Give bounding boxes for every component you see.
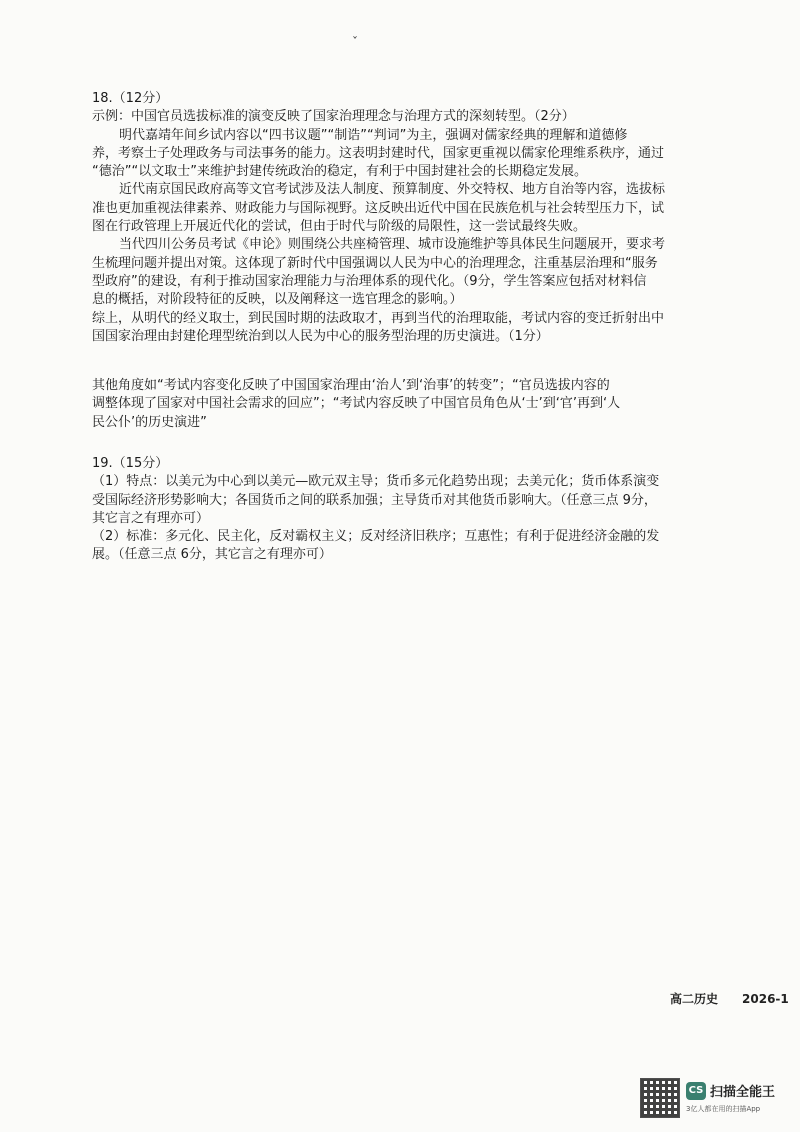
answer-line: 养，考察士子处理政务与司法事务的能力。这表明封建时代，国家更重视以儒家伦理维系秩序，通过 xyxy=(92,145,665,161)
question-19 xyxy=(92,455,710,565)
answer-line: 明代嘉靖年间乡试内容以“四书议题”“制诰”“判词”为主，强调对儒家经典的理解和道德修 xyxy=(119,127,628,143)
answer-line: 国国家治理由封建伦理型统治到以人民为中心的服务型治理的历史演进。（1分） xyxy=(92,328,549,344)
answer-line: 准也更加重视法律素养、财政能力与国际视野。这反映出近代中国在民族危机与社会转型压力下，试 xyxy=(92,200,665,216)
answer-line: 息的概括，对阶段特征的反映，以及阐释这一选官理念的影响。） xyxy=(92,292,463,308)
question-19-heading: 19.（15分） xyxy=(92,456,169,471)
question-18 xyxy=(92,90,710,346)
answer-line: 近代南京国民政府高等文官考试涉及法人制度、预算制度、外交特权、地方自治等内容，选拔标 xyxy=(119,182,666,198)
answer-line: 展。（任意三点 6分，其它言之有理亦可） xyxy=(92,547,332,563)
footer-subject: 高二历史 xyxy=(670,992,719,1006)
footer-date: 2026-1 xyxy=(742,992,789,1006)
page-footer xyxy=(670,990,789,1007)
answer-line: 受国际经济形势影响大；各国货币之间的联系加强；主导货币对其他货币影响大。（任意三点 9分， xyxy=(92,492,657,508)
answer-line: 示例：中国官员选拔标准的演变反映了国家治理理念与治理方式的深刻转型。（2分） xyxy=(92,109,575,125)
scanner-watermark xyxy=(640,1078,790,1118)
answer-line: 当代四川公务员考试《申论》则围绕公共座椅管理、城市设施维护等具体民生问题展开，要求考 xyxy=(119,237,666,253)
other-angle-line: 调整体现了国家对中国社会需求的回应”；“考试内容反映了中国官员角色从‘士’到‘官’再到‘人 xyxy=(92,396,621,412)
answer-line: 生梳理问题并提出对策。这体现了新时代中国强调以人民为中心的治理理念，注重基层治理和“服务 xyxy=(92,255,658,271)
answer-line: 图在行政管理上开展近代化的尝试，但由于时代与阶级的局限性，这一尝试最终失败。 xyxy=(92,219,587,235)
question-18-heading: 18.（12分） xyxy=(92,91,169,106)
other-angle-line: 其他角度如“考试内容变化反映了中国国家治理由‘治人’到‘治事’的转变”；“官员选拔内容的 xyxy=(92,378,610,393)
qr-code-icon xyxy=(640,1078,680,1118)
other-angle-line: 民公仆’的历史演进” xyxy=(92,414,207,430)
answer-line: 综上，从明代的经义取士，到民国时期的法政取才，再到当代的治理取能，考试内容的变迁折射出中 xyxy=(92,310,665,326)
scanner-tagline: 3亿人都在用的扫描App xyxy=(686,1105,761,1113)
answer-line: （2）标准：多元化、民主化，反对霸权主义；反对经济旧秩序；互惠性；有利于促进经济金融的发 xyxy=(92,529,660,545)
answer-line: 其它言之有理亦可） xyxy=(92,510,210,526)
answer-line: “德治”“以文取士”来维护封建传统政治的稳定，有利于中国封建社会的长期稳定发展。 xyxy=(92,164,587,180)
scan-mark: ˇ xyxy=(352,35,358,49)
camscanner-logo-icon: CS xyxy=(686,1082,706,1100)
other-angles xyxy=(92,377,710,432)
answer-line: 型政府”的建设，有利于推动国家治理能力与治理体系的现代化。（9分，学生答案应包括对材料信 xyxy=(92,273,647,289)
scanner-app-name: 扫描全能王 xyxy=(710,1085,776,1100)
answer-line: （1）特点：以美元为中心到以美元—欧元双主导；货币多元化趋势出现；去美元化；货币体系演变 xyxy=(92,474,660,490)
